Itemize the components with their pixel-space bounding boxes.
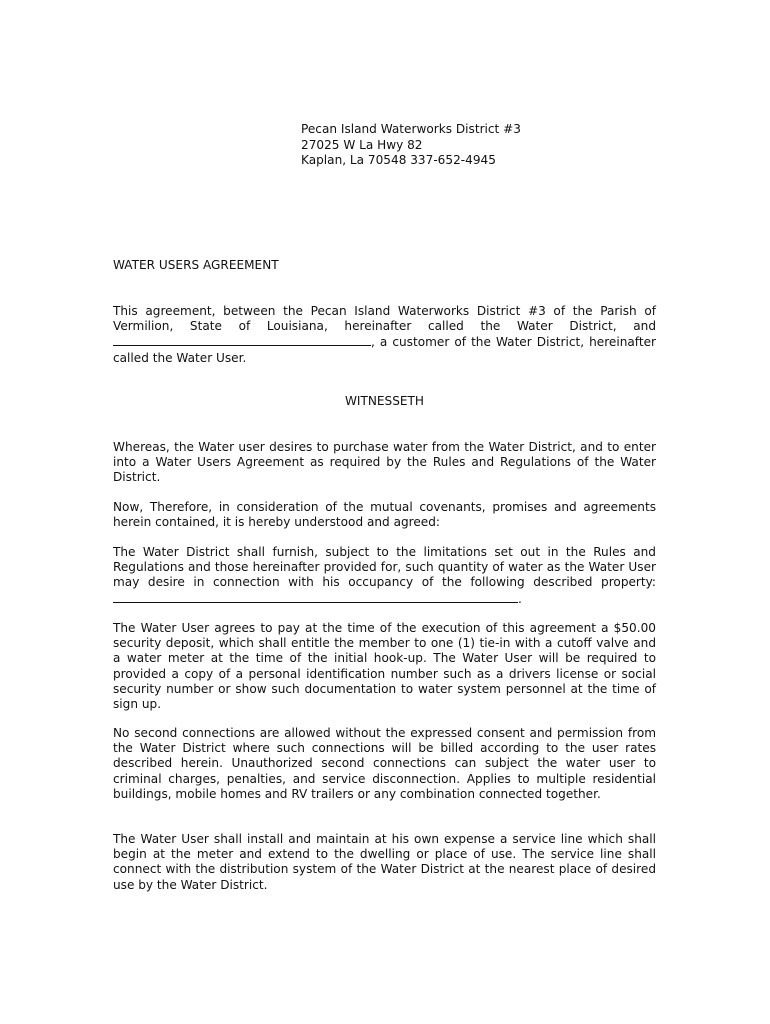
furnish-paragraph <box>113 545 656 607</box>
letterhead-address <box>301 122 521 169</box>
intro-text-before: This agreement, between the Pecan Island Waterworks District #3 of the Parish of Vermilion, State of Louisiana, hereinafter called the Water District, and <box>113 304 656 334</box>
furnish-text: The Water District shall furnish, subject to the limitations set out in the Rules and Regulations and those hereinafter provided for, such quantity of water as the Water User may desire in connection with his occupancy of the following described property: <box>113 545 656 590</box>
letterhead-street: 27025 W La Hwy 82 <box>301 137 423 152</box>
water-user-name-blank[interactable] <box>113 334 371 346</box>
whereas-paragraph: Whereas, the Water user desires to purchase water from the Water District, and to enter into a Water Users Agreement as required by the Rules and Regulations of the Water District. <box>113 440 656 485</box>
document-title: WATER USERS AGREEMENT <box>113 258 279 272</box>
intro-paragraph <box>113 304 656 366</box>
intro-text-after: , a customer of the Water District, hereinafter called the Water User. <box>113 335 656 365</box>
witnesseth-heading: WITNESSETH <box>344 394 425 408</box>
now-therefore-paragraph: Now, Therefore, in consideration of the mutual covenants, promises and agreements herein contained, it is hereby understood and agreed: <box>113 500 656 530</box>
property-description-blank[interactable] <box>113 591 518 603</box>
service-line-paragraph: The Water User shall install and maintain at his own expense a service line which shall begin at the meter and extend to the dwelling or place of use. The service line shall connect with the distribution system of the Water District at the nearest place of desired use by the Water District. <box>113 832 656 892</box>
letterhead-city-phone: Kaplan, La 70548 337-652-4945 <box>301 153 496 167</box>
deposit-paragraph: The Water User agrees to pay at the time of the execution of this agreement a $50.00 security deposit, which shall entitle the member to one (1) tie-in with a cutoff valve and a water meter at the time of the initial hook-up. The Water User will be required to provided a copy of a personal identification number such as a drivers license or social security number or show such documentation to water system personnel at the time of sign up. <box>113 621 656 712</box>
letterhead-district-name: Pecan Island Waterworks District #3 <box>301 122 521 136</box>
furnish-period: . <box>518 591 522 606</box>
second-connections-paragraph: No second connections are allowed without the expressed consent and permission from the Water District where such connections will be billed according to the user rates described herein. Unauthorized second connections can subject the water user to criminal charges, penalties, and service disconnection. Applies to multiple residential buildings, mobile homes and RV trailers or any combination connected together. <box>113 726 656 801</box>
